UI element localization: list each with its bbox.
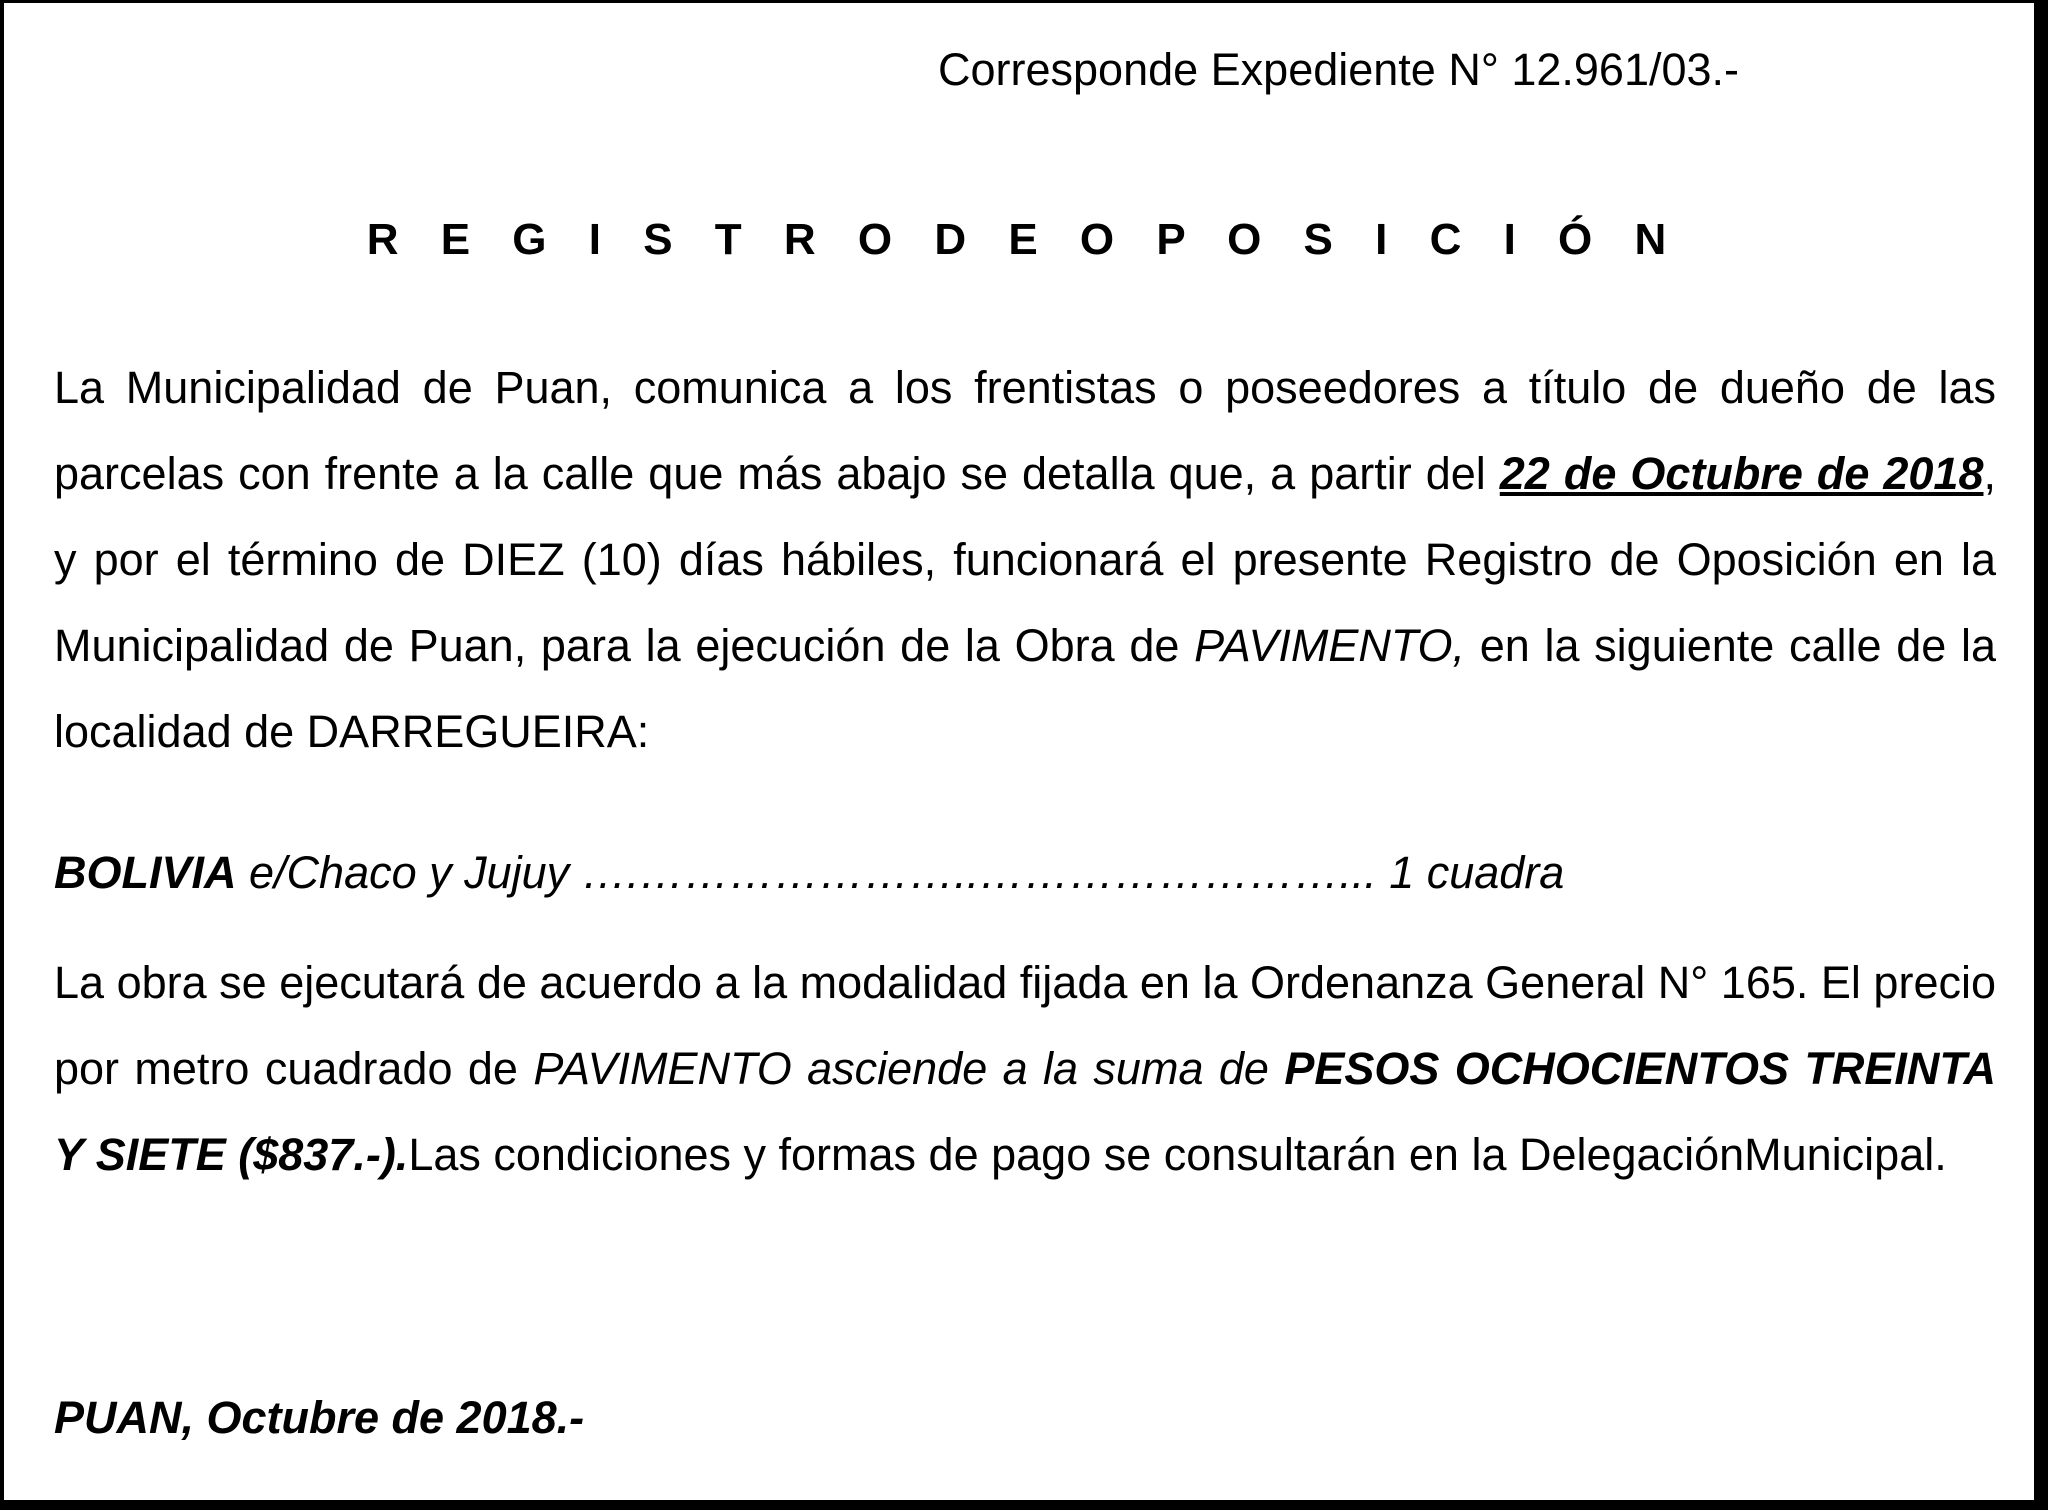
document-title: R E G I S T R O D E O P O S I C I Ó N [366, 215, 1682, 264]
paragraph2-italic: PAVIMENTO asciende a la suma de [533, 1043, 1285, 1094]
street-line [54, 830, 1564, 916]
paragraph1-text-b: , y por el término de DIEZ (10) días hábiles, funcionará el presente Registro de Oposición en la Municipalidad de Puan, para la ejecución de la Obra de [54, 448, 1997, 671]
paragraph2-text-a: La obra se ejecutará de acuerdo a la modalidad fijada en la Ordenanza General N° 165. El precio por metro cuadrado de [54, 957, 1996, 1094]
street-length: 1 cuadra [1376, 847, 1565, 898]
price-paragraph [54, 940, 1996, 1198]
paragraph1-text-a: La Municipalidad de Puan, comunica a los frentistas o poseedores a título de dueño de las parcelas con frente a la calle que más abajo se detalla que, a partir del [54, 362, 1996, 499]
obra-type: PAVIMENTO, [1194, 620, 1466, 671]
street-dots: ….…………………..……………………... [581, 847, 1377, 898]
paragraph2-text-b: Las condiciones y formas de pago se consultarán en la DelegaciónMunicipal. [408, 1129, 1947, 1180]
closing-date-line: PUAN, Octubre de 2018.- [54, 1392, 585, 1443]
start-date: 22 de Octubre de 2018 [1499, 448, 1984, 499]
announcement-paragraph [54, 345, 1996, 775]
paragraph1-text-c: en la siguiente calle de la localidad de DARREGUEIRA: [54, 620, 1996, 757]
expediente-reference: Corresponde Expediente N° 12.961/03.- [938, 44, 1740, 95]
street-between: e/Chaco y Jujuy [236, 847, 582, 898]
street-name: BOLIVIA [54, 847, 237, 898]
price-amount: PESOS OCHOCIENTOS TREINTA Y SIETE ($837.-). [54, 1043, 1996, 1180]
